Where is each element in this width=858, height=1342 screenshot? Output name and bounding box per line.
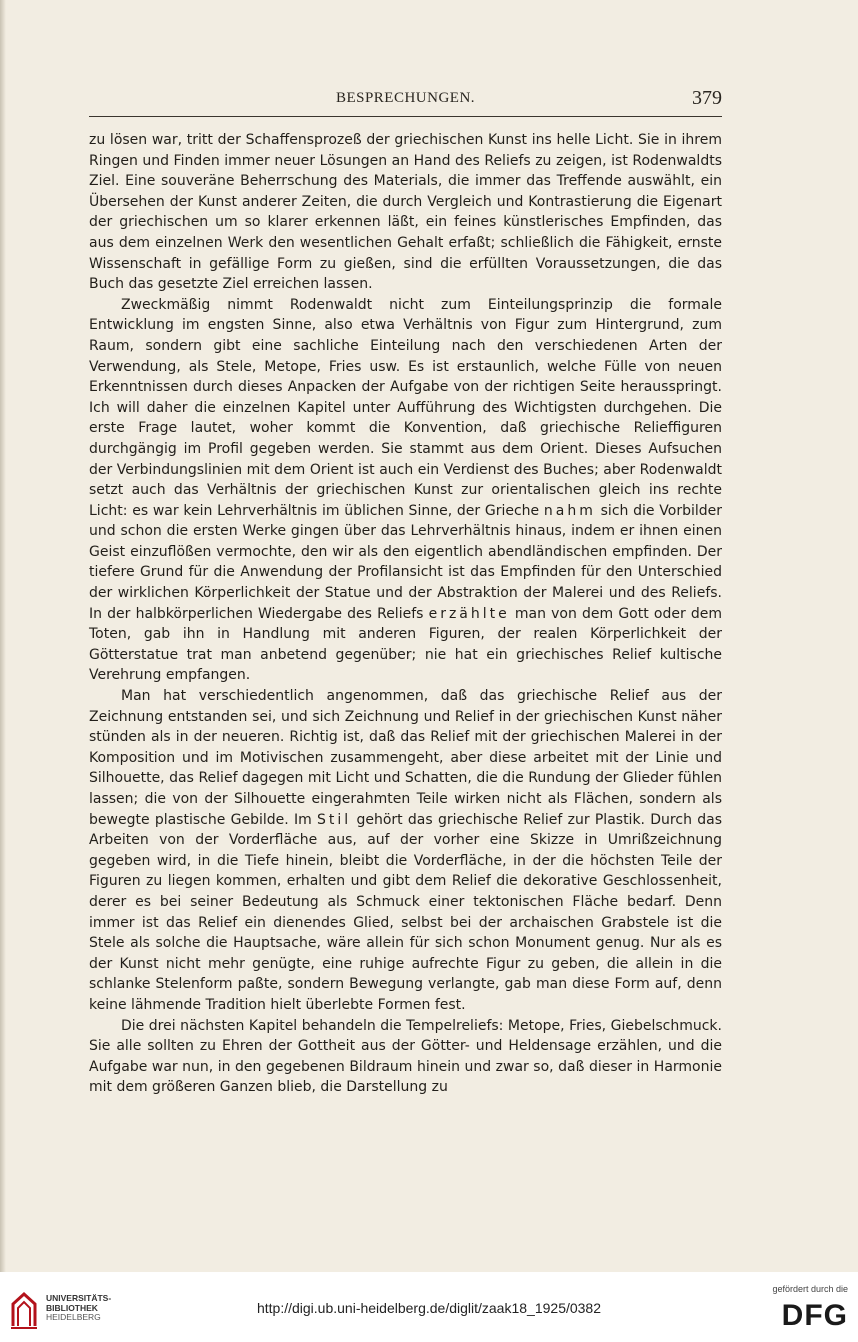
paragraph-1 xyxy=(89,130,722,295)
running-head-title: BESPRECHUNGEN. xyxy=(335,90,476,106)
library-name-line: BIBLIOTHEK xyxy=(46,1302,98,1313)
text-run: man von dem Gott oder dem Toten, gab ihn in Handlung mit anderen Figuren, der realen Körperlichkeit der Götterstatue trat man anbetend gegenüber; nie hat ein griechisches Relief kultische Verehrung empfangen. xyxy=(89,605,722,684)
emphasis-spaced: nahm xyxy=(543,502,596,519)
text-run: Man hat verschiedentlich angenommen, daß das griechische Relief aus der Zeichnung entstanden sei, und sich Zeichnung und Relief in der griechischen Kunst näher stünden als in der neueren. Richtig ist, daß das Relief mit der griechischen Malerei in der Komposition und im Motivischen zusammengeht, aber diese arbeitet mit der Linie und Silhouette, das Relief dagegen mit Licht und Schatten, die die Rundung der Glieder fühlen lassen; die von der Silhouette eingerahmten Teile wirken nicht als Flächen, sondern als bewegte plastische Gebilde. Im xyxy=(89,688,722,828)
emphasis-spaced: erzählte xyxy=(428,605,510,622)
permalink-url[interactable]: http://digi.ub.uni-heidelberg.de/diglit/zaak18_1925/0382 xyxy=(256,1300,602,1316)
text-run: Die drei nächsten Kapitel behandeln die Tempelreliefs: Metope, Fries, Giebelschmuck. Sie alle sollten zu Ehren der Gottheit aus der Götter- und Heldensage erzählen, und die Aufgabe war nun, in den gegebenen Bildraum hinein und zwar so, daß dieser in Harmonie mit dem größeren Ganzen blieb, die Darstellung zu xyxy=(89,1017,722,1096)
library-name-line: UNIVERSITÄTS- xyxy=(46,1293,112,1303)
running-head xyxy=(89,86,722,117)
library-name-line: HEIDELBERG xyxy=(46,1312,101,1322)
text-run: Zweckmäßig nimmt Rodenwaldt nicht zum Einteilungsprinzip die formale Entwicklung im engsten Sinne, also etwa Verhältnis von Figur zum Hintergrund, zum Raum, sondern gibt eine sachliche Einteilung nach den verschiedenen Arten der Verwendung, als Stele, Metope, Fries usw. Es ist erstaunlich, welche Fülle von neuen Erkenntnissen durch dieses Anpacken der Aufgabe von der richtigen Seite herausspringt. Ich will daher die einzelnen Kapitel unter Aufführung des Wichtigsten durchgehen. Die erste Frage lautet, woher kommt die Konvention, daß griechische Relieffiguren durchgängig im Profil gegeben werden. Sie stammt aus dem Orient. Dieses Aufsuchen der Verbindungslinien mit dem Orient ist auch ein Verdienst des Buches; aber Rodenwaldt setzt auch das Verhältnis der griechischen Kunst zur orientalischen gleich ins rechte Licht: es war kein Lehrverhältnis im üblichen Sinne, der Grieche xyxy=(89,296,722,519)
emphasis-spaced: Stil xyxy=(317,811,352,828)
paragraph-4 xyxy=(89,1016,722,1098)
funding-note: gefördert durch die xyxy=(772,1284,848,1294)
paragraph-2 xyxy=(89,295,722,686)
text-run: zu lösen war, tritt der Schaffensprozeß der griechischen Kunst ins helle Licht. Sie in ihrem Ringen und Finden immer neuer Lösungen an Hand des Reliefs zu zeigen, ist Rodenwaldts Ziel. Eine souveräne Beherrschung des Materials, die immer das Treffende auswählt, ein Übersehen der Kunst anderer Zeiten, die durch Vergleich und Kontrastierung die Eigenart der griechischen um so klarer erkennen läßt, ein feines künstlerisches Empfinden, das aus dem einzelnen Werk den wesentlichen Gehalt erfaßt; schließlich die Fähigkeit, ernste Wissenschaft in gefällige Form zu gießen, sind die erfüllten Voraussetzungen, die das Buch das gesetzte Ziel erreichen lassen. xyxy=(89,132,722,293)
page-number: 379 xyxy=(692,87,722,109)
viewer-footer xyxy=(0,1272,858,1342)
text-run: gehört das griechische Relief zur Plastik. Durch das Arbeiten von der Vorderfläche aus, auf der vorher eine Skizze in Umrißzeichnung gegeben wird, in die Tiefe hinein, bleibt die Vorderfläche, in der die höchsten Teile der Figuren zu liegen kommen, erhalten und gibt dem Relief die dekorative Geschlossenheit, derer es bei seiner Bedeutung als Schmuck einer tektonischen Fläche bedarf. Denn immer ist das Relief ein dienendes Glied, selbst bei der archaischen Grabstele ist die Stele als solche die Hauptsache, wäre allein für sich schon Monument genug. Nur als es der Kunst nicht mehr genügte, eine ruhige aufrechte Figur zu geben, die allein in die schlanke Stelenform paßte, sondern Bewegung verlangte, gab man diese Form auf, denn keine lähmende Tradition hielt überlebte Formen fest. xyxy=(89,811,722,1013)
text-run: sich die Vorbilder und schon die ersten Werke gingen über das Lehrverhältnis hinaus, indem er ihnen einen Geist einzuflößen vermochte, den wir als den eigentlich abendländischen empfinden. Der tiefere Grund für die Anwendung der Profilansicht ist das Empfinden für den Unterschied der wirklichen Körperlichkeit der Statue und der Abstraktion der Malerei und des Reliefs. In der halbkörperlichen Wiedergabe des Reliefs xyxy=(89,502,722,622)
paragraph-3 xyxy=(89,686,722,1016)
dfg-logo[interactable]: DFG xyxy=(781,1299,848,1332)
page-edge-shadow xyxy=(0,0,6,1272)
body-text xyxy=(89,130,722,1098)
